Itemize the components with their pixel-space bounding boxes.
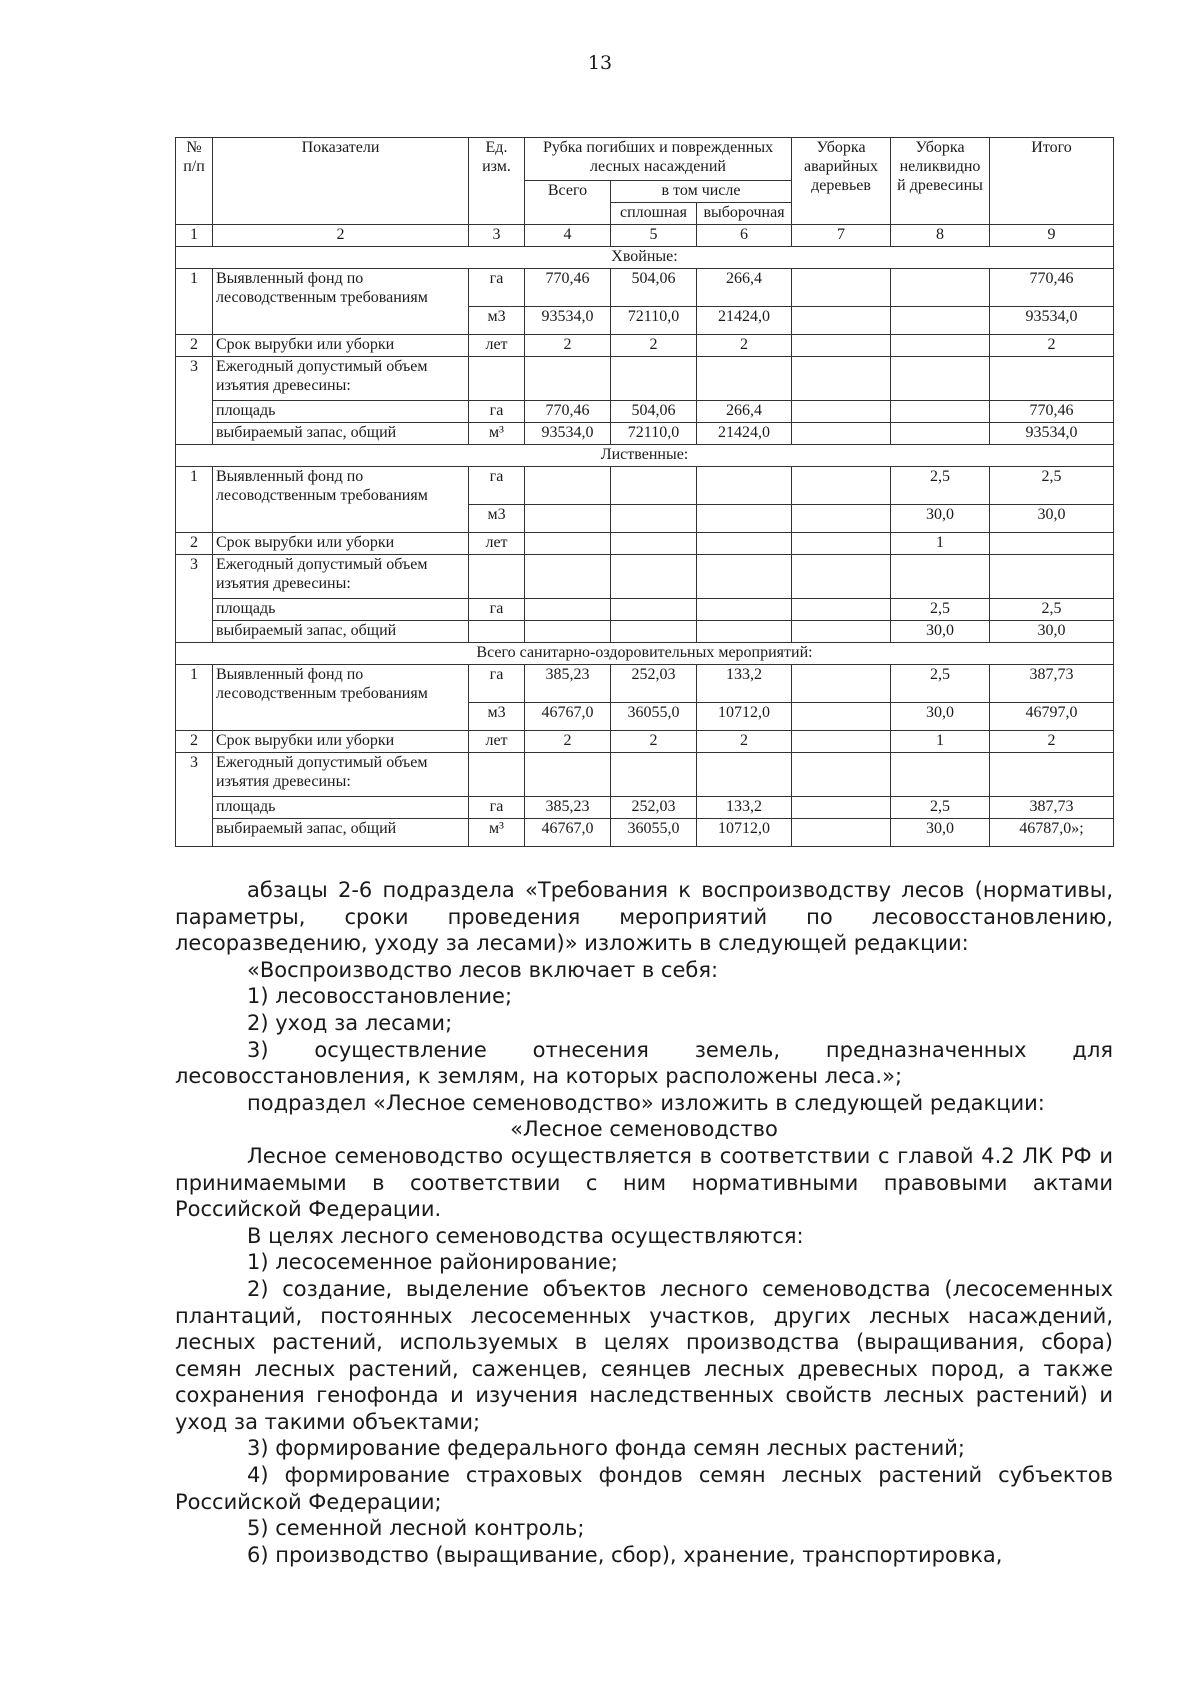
empty-cell <box>176 401 213 423</box>
section-title: Хвойные: <box>176 247 1114 269</box>
value-cell <box>792 533 891 555</box>
value-cell: 93534,0 <box>990 307 1114 335</box>
table-row <box>176 445 1114 467</box>
column-number: 1 <box>176 225 213 247</box>
value-cell <box>990 533 1114 555</box>
header-solid: сплошная <box>611 203 697 225</box>
unit-cell: га <box>469 797 525 819</box>
value-cell <box>525 599 611 621</box>
value-cell: 770,46 <box>525 401 611 423</box>
table-row <box>176 225 1114 247</box>
value-cell: 10712,0 <box>697 819 792 847</box>
table-row <box>176 599 1114 621</box>
value-cell: 1 <box>891 731 990 753</box>
empty-cell <box>525 753 611 797</box>
row-num: 1 <box>176 269 213 335</box>
unit-cell: га <box>469 599 525 621</box>
table-row <box>176 731 1114 753</box>
column-number: 2 <box>213 225 469 247</box>
value-cell: 770,46 <box>990 401 1114 423</box>
paragraph: 1) лесовосстановление; <box>247 984 513 1009</box>
table-row <box>176 819 1114 847</box>
empty-cell <box>469 753 525 797</box>
body-text <box>175 877 1113 1568</box>
value-cell: 30,0 <box>891 819 990 847</box>
empty-cell <box>697 555 792 599</box>
empty-cell <box>611 555 697 599</box>
value-cell: 770,46 <box>525 269 611 307</box>
table-row <box>176 665 1114 703</box>
value-cell: 30,0 <box>990 621 1114 643</box>
unit-cell: м3 <box>469 505 525 533</box>
page-number: 13 <box>587 52 613 74</box>
value-cell: 266,4 <box>697 269 792 307</box>
empty-cell <box>697 753 792 797</box>
value-cell: 2,5 <box>891 797 990 819</box>
value-cell <box>891 269 990 307</box>
value-cell: 36055,0 <box>611 703 697 731</box>
table-row <box>176 555 1114 599</box>
header-including: в том числе <box>611 181 792 203</box>
unit-cell: м3 <box>469 307 525 335</box>
value-cell <box>792 467 891 505</box>
row-num: 2 <box>176 335 213 357</box>
paragraph: «Лесное семеноводство <box>510 1117 778 1142</box>
value-cell: 93534,0 <box>525 307 611 335</box>
value-cell: 30,0 <box>891 505 990 533</box>
empty-cell <box>525 555 611 599</box>
value-cell <box>792 621 891 643</box>
value-cell <box>792 797 891 819</box>
empty-cell <box>176 423 213 445</box>
row-label: Срок вырубки или уборки <box>213 335 469 357</box>
value-cell: 2,5 <box>891 599 990 621</box>
value-cell: 133,2 <box>697 665 792 703</box>
row-label: выбираемый запас, общий <box>213 423 469 445</box>
empty-cell <box>792 555 891 599</box>
empty-cell <box>891 555 990 599</box>
row-label: Срок вырубки или уборки <box>213 731 469 753</box>
empty-cell <box>176 819 213 847</box>
column-number: 6 <box>697 225 792 247</box>
row-num: 2 <box>176 533 213 555</box>
empty-cell <box>990 555 1114 599</box>
table-row <box>176 753 1114 797</box>
empty-cell <box>469 555 525 599</box>
row-label: площадь <box>213 599 469 621</box>
value-cell <box>697 599 792 621</box>
header-total: Итого <box>990 138 1114 225</box>
value-cell: 266,4 <box>697 401 792 423</box>
empty-cell <box>792 357 891 401</box>
row-label: Выявленный фонд по лесоводственным требованиям <box>213 467 469 533</box>
paragraph: 2) уход за лесами; <box>247 1010 453 1035</box>
row-num: 3 <box>176 753 213 797</box>
value-cell <box>611 467 697 505</box>
row-label: Срок вырубки или уборки <box>213 533 469 555</box>
value-cell: 2 <box>990 335 1114 357</box>
row-label: Выявленный фонд по лесоводственным требованиям <box>213 665 469 731</box>
row-num: 1 <box>176 665 213 731</box>
value-cell: 46787,0»; <box>990 819 1114 847</box>
value-cell: 385,23 <box>525 797 611 819</box>
row-label: выбираемый запас, общий <box>213 819 469 847</box>
empty-cell <box>990 357 1114 401</box>
value-cell <box>525 467 611 505</box>
value-cell <box>891 335 990 357</box>
forest-measures-table <box>175 137 1114 847</box>
row-label: Ежегодный допустимый объем изъятия древесины: <box>213 357 469 401</box>
header-unmerchantable: Уборка неликвидно й древесины <box>891 138 990 225</box>
column-number: 7 <box>792 225 891 247</box>
header-cutting: Рубка погибших и поврежденных лесных насаждений <box>525 138 792 181</box>
section-title: Всего санитарно-оздоровительных мероприятий: <box>176 643 1114 665</box>
table-row <box>176 269 1114 307</box>
paragraph: «Воспроизводство лесов включает в себя: <box>247 957 719 982</box>
value-cell <box>792 401 891 423</box>
unit-cell: га <box>469 665 525 703</box>
value-cell: 252,03 <box>611 665 697 703</box>
paragraph: 1) лесосеменное районирование; <box>247 1250 618 1275</box>
value-cell: 2,5 <box>891 665 990 703</box>
row-num: 3 <box>176 357 213 401</box>
paragraph: В целях лесного семеноводства осуществляются: <box>247 1223 804 1248</box>
value-cell: 72110,0 <box>611 307 697 335</box>
row-label: площадь <box>213 797 469 819</box>
empty-cell <box>611 753 697 797</box>
row-label: Выявленный фонд по лесоводственным требованиям <box>213 269 469 335</box>
value-cell <box>697 533 792 555</box>
value-cell: 770,46 <box>990 269 1114 307</box>
column-number: 8 <box>891 225 990 247</box>
value-cell <box>891 307 990 335</box>
paragraph: абзацы 2-6 подраздела «Требования к воспроизводству лесов (нормативы, параметры, сроки проведения мероприятий по лесовосстановлению, лесоразведению, уходу за лесами)» изложить в следующей редакции: <box>175 878 1113 956</box>
value-cell: 21424,0 <box>697 423 792 445</box>
value-cell <box>697 467 792 505</box>
value-cell: 21424,0 <box>697 307 792 335</box>
empty-cell <box>176 621 213 643</box>
empty-cell <box>469 357 525 401</box>
column-number: 3 <box>469 225 525 247</box>
header-unit: Ед. изм. <box>469 138 525 225</box>
value-cell <box>792 665 891 703</box>
value-cell: 2,5 <box>891 467 990 505</box>
unit-cell: лет <box>469 731 525 753</box>
paragraph: Лесное семеноводство осуществляется в соответствии с главой 4.2 ЛК РФ и принимаемыми в соответствии с ним нормативными правовыми актами Российской Федерации. <box>175 1143 1113 1222</box>
empty-cell <box>891 357 990 401</box>
value-cell: 133,2 <box>697 797 792 819</box>
value-cell: 93534,0 <box>990 423 1114 445</box>
column-number: 4 <box>525 225 611 247</box>
value-cell: 46767,0 <box>525 703 611 731</box>
row-num: 1 <box>176 467 213 533</box>
value-cell <box>792 703 891 731</box>
empty-cell <box>792 753 891 797</box>
value-cell <box>792 307 891 335</box>
value-cell <box>792 731 891 753</box>
row-label: Ежегодный допустимый объем изъятия древесины: <box>213 753 469 797</box>
table-row <box>176 797 1114 819</box>
value-cell: 30,0 <box>891 703 990 731</box>
value-cell: 504,06 <box>611 401 697 423</box>
value-cell <box>525 533 611 555</box>
value-cell <box>525 505 611 533</box>
paragraph: 2) создание, выделение объектов лесного семеноводства (лесосеменных плантаций, постоянных лесосеменных участков, других лесных насаждений, лесных растений, используемых в целях производства (выращивания, сбора) семян лесных растений, саженцев, сеянцев лесных древесных пород, а также сохранения генофонда и изучения наследственных свойств лесных растений) и уход за такими объектами; <box>175 1276 1113 1434</box>
paragraph: 5) семенной лесной контроль; <box>247 1516 585 1541</box>
value-cell <box>792 599 891 621</box>
value-cell: 10712,0 <box>697 703 792 731</box>
table-row <box>176 401 1114 423</box>
unit-cell: лет <box>469 533 525 555</box>
value-cell <box>792 819 891 847</box>
value-cell: 2,5 <box>990 599 1114 621</box>
header-emergency: Уборка аварийных деревьев <box>792 138 891 225</box>
value-cell: 1 <box>891 533 990 555</box>
unit-cell: га <box>469 467 525 505</box>
section-title: Лиственные: <box>176 445 1114 467</box>
value-cell <box>891 401 990 423</box>
value-cell: 2 <box>611 335 697 357</box>
table-row <box>176 138 1114 161</box>
value-cell: 72110,0 <box>611 423 697 445</box>
unit-cell: м³ <box>469 819 525 847</box>
paragraph: 3) формирование федерального фонда семян лесных растений; <box>247 1436 965 1461</box>
unit-cell: лет <box>469 335 525 357</box>
empty-cell <box>611 357 697 401</box>
table-row <box>176 621 1114 643</box>
value-cell <box>525 621 611 643</box>
empty-cell <box>990 753 1114 797</box>
header-total-all: Всего <box>525 181 611 225</box>
table-row <box>176 467 1114 505</box>
header-indicator: Показатели <box>213 138 469 225</box>
paragraph: 3) осуществление отнесения земель, предназначенных для лесовосстановления, к землям, на которых расположены леса.»; <box>175 1037 1113 1089</box>
value-cell <box>611 599 697 621</box>
value-cell: 2 <box>525 731 611 753</box>
value-cell <box>697 505 792 533</box>
value-cell: 2,5 <box>990 467 1114 505</box>
empty-cell <box>891 753 990 797</box>
header-selective: выборочная <box>697 203 792 225</box>
column-number: 5 <box>611 225 697 247</box>
column-number: 9 <box>990 225 1114 247</box>
empty-cell <box>176 797 213 819</box>
value-cell <box>792 269 891 307</box>
empty-cell <box>697 357 792 401</box>
value-cell: 30,0 <box>990 505 1114 533</box>
table-row <box>176 247 1114 269</box>
value-cell <box>611 621 697 643</box>
value-cell: 504,06 <box>611 269 697 307</box>
unit-cell: м3 <box>469 703 525 731</box>
value-cell: 2 <box>525 335 611 357</box>
value-cell: 93534,0 <box>525 423 611 445</box>
table-row <box>176 335 1114 357</box>
value-cell: 385,23 <box>525 665 611 703</box>
value-cell <box>891 423 990 445</box>
value-cell: 2 <box>697 335 792 357</box>
unit-cell: га <box>469 269 525 307</box>
row-label: площадь <box>213 401 469 423</box>
paragraph: 4) формирование страховых фондов семян лесных растений субъектов Российской Федерации; <box>175 1463 1113 1514</box>
value-cell: 2 <box>990 731 1114 753</box>
value-cell <box>697 621 792 643</box>
value-cell: 36055,0 <box>611 819 697 847</box>
value-cell <box>611 505 697 533</box>
value-cell <box>611 533 697 555</box>
row-label: Ежегодный допустимый объем изъятия древесины: <box>213 555 469 599</box>
table-row <box>176 533 1114 555</box>
paragraph: 6) производство (выращивание, сбор), хранение, транспортировка, <box>247 1542 1003 1567</box>
table-row <box>176 643 1114 665</box>
header-num: № п/п <box>176 138 213 225</box>
value-cell: 2 <box>611 731 697 753</box>
row-label: выбираемый запас, общий <box>213 621 469 643</box>
value-cell: 387,73 <box>990 797 1114 819</box>
unit-cell <box>469 621 525 643</box>
value-cell: 46767,0 <box>525 819 611 847</box>
table-row <box>176 423 1114 445</box>
value-cell <box>792 423 891 445</box>
value-cell: 2 <box>697 731 792 753</box>
value-cell: 252,03 <box>611 797 697 819</box>
value-cell <box>792 335 891 357</box>
unit-cell: га <box>469 401 525 423</box>
empty-cell <box>176 599 213 621</box>
value-cell: 30,0 <box>891 621 990 643</box>
table-row <box>176 357 1114 401</box>
row-num: 2 <box>176 731 213 753</box>
empty-cell <box>525 357 611 401</box>
value-cell <box>792 505 891 533</box>
value-cell: 46797,0 <box>990 703 1114 731</box>
unit-cell: м³ <box>469 423 525 445</box>
paragraph: подраздел «Лесное семеноводство» изложить в следующей редакции: <box>247 1090 1045 1115</box>
row-num: 3 <box>176 555 213 599</box>
value-cell: 387,73 <box>990 665 1114 703</box>
